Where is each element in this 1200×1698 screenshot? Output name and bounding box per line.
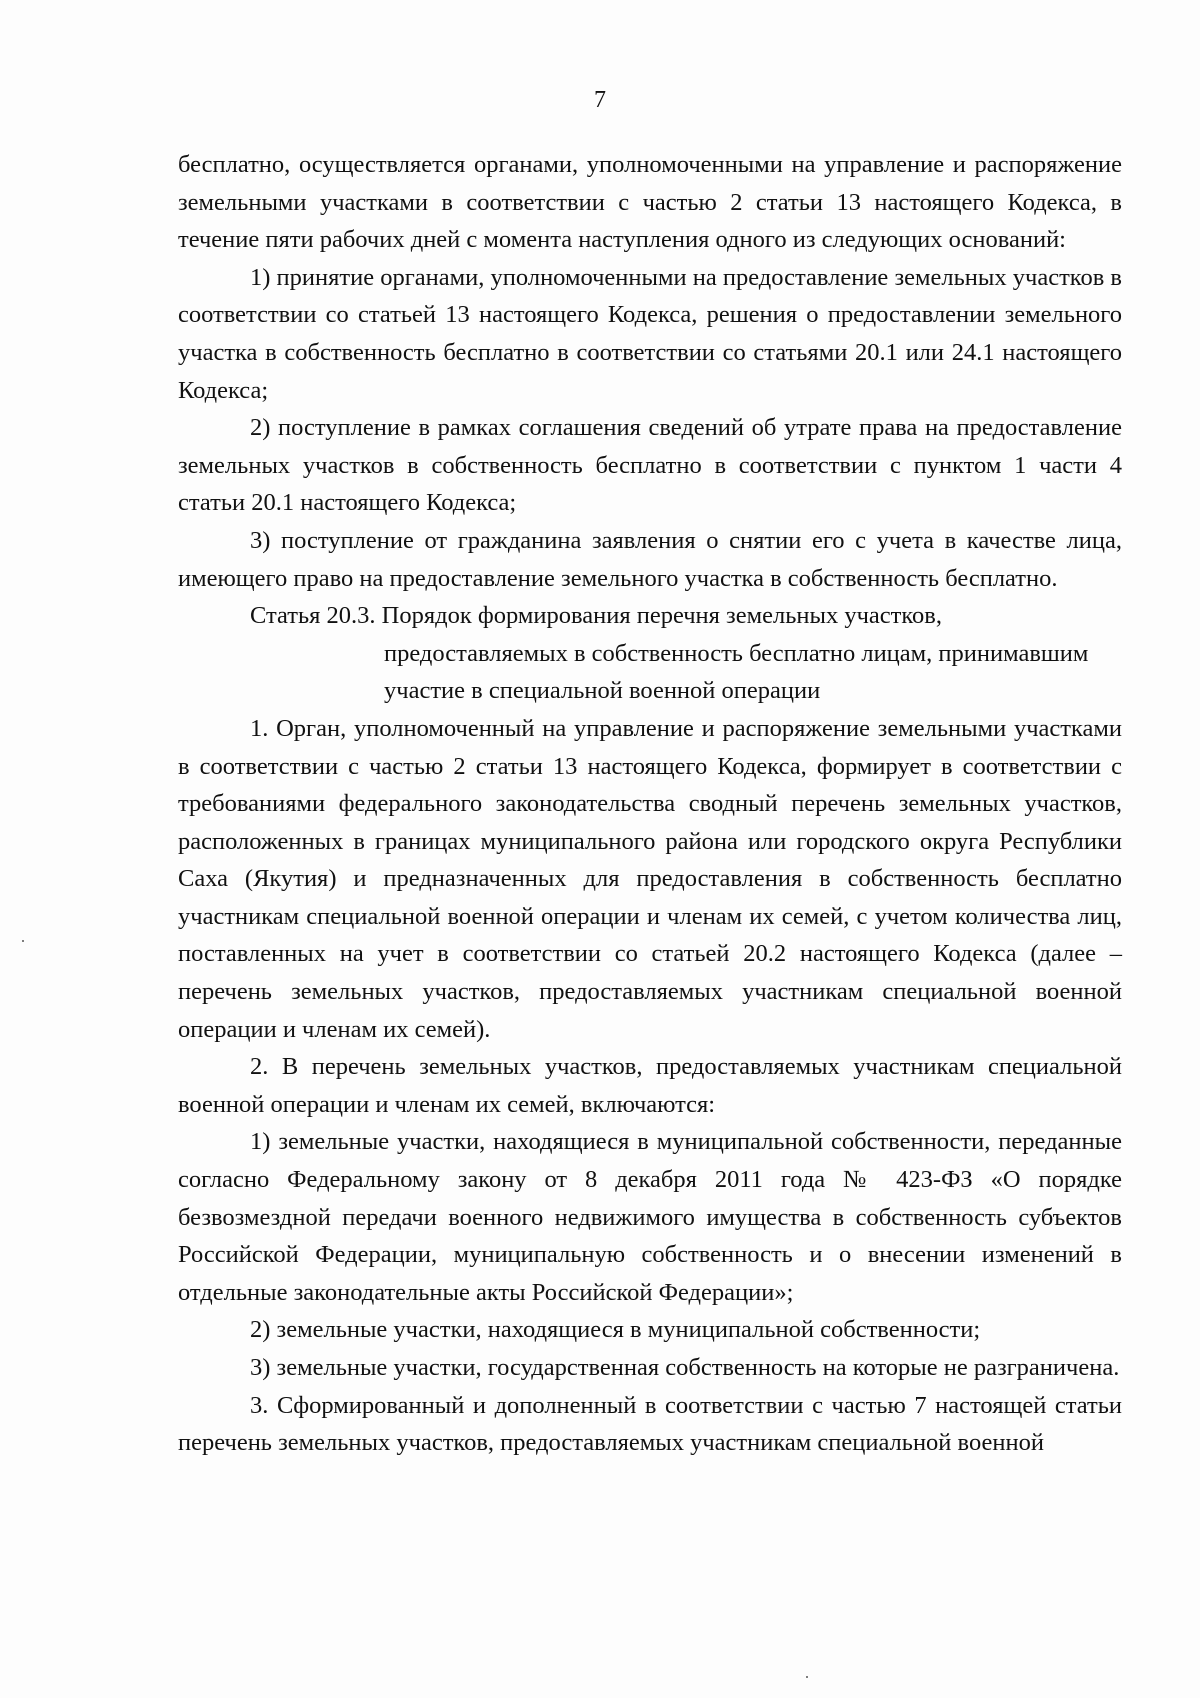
scan-speck <box>806 1676 808 1678</box>
scan-speck <box>22 940 24 942</box>
paragraph-part-2-item-1: 1) земельные участки, находящиеся в муниципальной собственности, переданные согласно Федеральному закону от 8 декабря 2011 года № 423-ФЗ «О порядке безвозмездной передачи военного недвижимого имущества в собственность субъектов Российской Федерации, муниципальную собственность и о внесении изменений в отдельные законодательные акты Российской Федерации»; <box>178 1128 1122 1306</box>
paragraph-continuation: бесплатно, осуществляется органами, уполномоченными на управление и распоряжение земельными участками в соответствии с частью 2 статьи 13 настоящего Кодекса, в течение пяти рабочих дней с момента наступления одного из следующих оснований: <box>178 151 1122 254</box>
paragraph-item-2: 2) поступление в рамках соглашения сведений об утрате права на предоставление земельных участков в собственность бесплатно в соответствии с пунктом 1 части 4 статьи 20.1 настоящего Кодекса; <box>178 414 1122 517</box>
article-heading-line-3: участие в специальной военной операции <box>384 677 821 705</box>
article-heading <box>178 597 1122 710</box>
article-heading-line-2: предоставляемых в собственность бесплатно лицам, принимавшим <box>384 639 1089 667</box>
paragraph-part-2-item-3: 3) земельные участки, государственная собственность на которые не разграничена. <box>250 1354 1120 1381</box>
paragraph-item-1: 1) принятие органами, уполномоченными на предоставление земельных участков в соответствии со статьей 13 настоящего Кодекса, решения о предоставлении земельного участка в собственность бесплатно в соответствии со статьями 20.1 или 24.1 настоящего Кодекса; <box>178 263 1122 404</box>
paragraph-part-1: 1. Орган, уполномоченный на управление и распоряжение земельными участками в соответствии с частью 2 статьи 13 настоящего Кодекса, формирует в соответствии с требованиями федерального законодательства сводный перечень земельных участков, расположенных в границах муниципального района или городского округа Республики Саха (Якутия) и предназначенных для предоставления в собственность бесплатно участникам специальной военной операции и членам их семей, с учетом количества лиц, поставленных на учет в соответствии со статьей 20.2 настоящего Кодекса (далее – перечень земельных участков, предоставляемых участникам специальной военной операции и членам их семей). <box>178 714 1122 1043</box>
paragraph-item-3: 3) поступление от гражданина заявления о снятии его с учета в качестве лица, имеющего право на предоставление земельного участка в собственность бесплатно. <box>178 526 1122 592</box>
paragraph-part-2-item-2: 2) земельные участки, находящиеся в муниципальной собственности; <box>250 1316 981 1344</box>
paragraph-part-2: 2. В перечень земельных участков, предоставляемых участникам специальной военной операции и членам их семей, включаются: <box>178 1053 1122 1118</box>
paragraph-part-3: 3. Сформированный и дополненный в соответствии с частью 7 настоящей статьи перечень земельных участков, предоставляемых участникам специальной военной <box>178 1391 1122 1457</box>
document-body <box>178 146 1122 1462</box>
page-number: 7 <box>594 87 606 113</box>
article-heading-line-1: Статья 20.3. Порядок формирования перечня земельных участков, <box>250 602 942 630</box>
